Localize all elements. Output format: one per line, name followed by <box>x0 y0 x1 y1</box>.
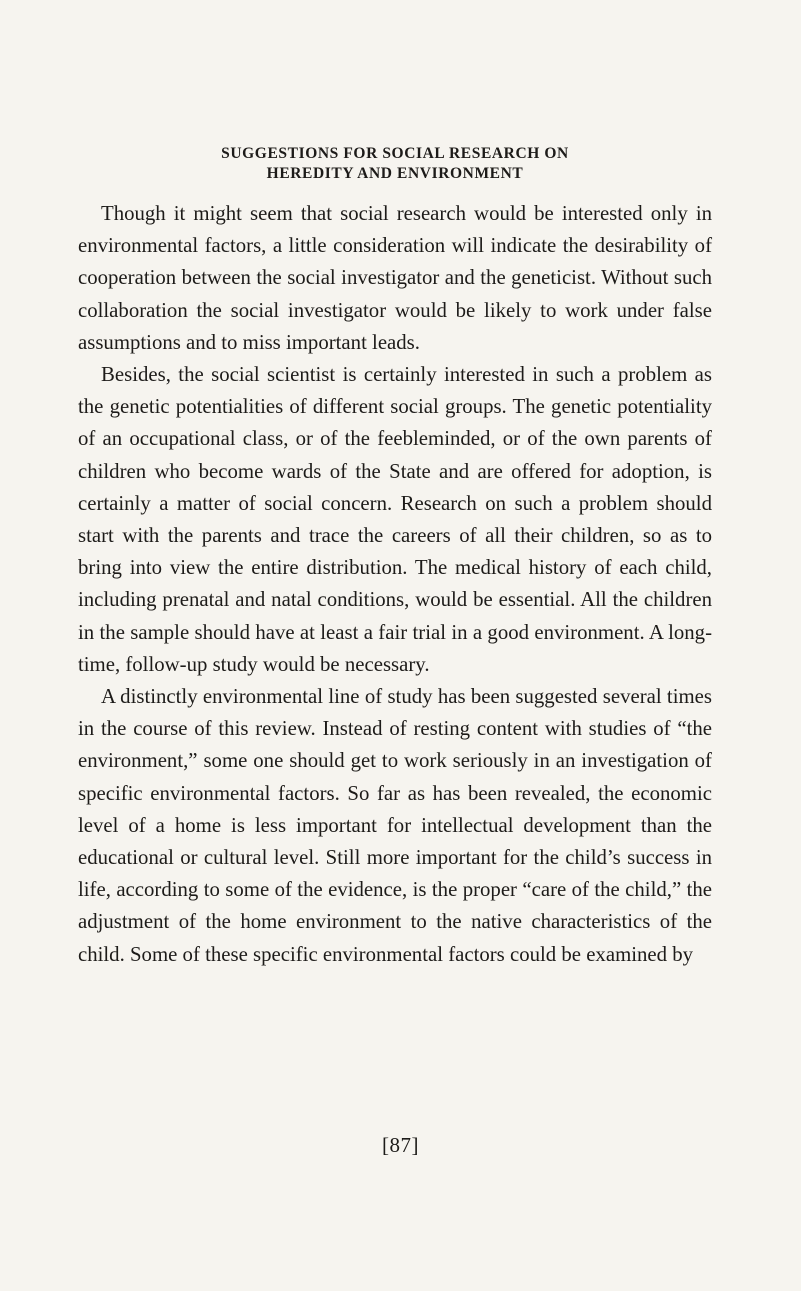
page-number: [87] <box>382 1133 419 1157</box>
paragraph-1: Though it might seem that social research would be interested only in environmental factors, a little consideration will indicate the desirability of cooperation between the social investigator and the geneticist. Without such collaboration the social investigator would be likely to work under false assumptions and to miss important leads. <box>78 202 712 354</box>
page-body <box>78 144 712 971</box>
paragraph-2: Besides, the social scientist is certainly interested in such a problem as the genetic potentialities of different social groups. The genetic potentiality of an occupational class, or of the feebleminded, or of the own parents of children who become wards of the State and are offered for adoption, is certainly a matter of social concern. Research on such a problem should start with the parents and trace the careers of all their children, so as to bring into view the entire distribution. The medical history of each child, including prenatal and natal conditions, would be essential. All the children in the sample should have at least a fair trial in a good environment. A long-time, follow-up study would be necessary. <box>78 363 712 676</box>
paragraph-3: A distinctly environmental line of study has been suggested several times in the course of this review. Instead of resting content with studies of “the environment,” some one should get to work seriously in an investigation of specific environmental factors. So far as has been revealed, the economic level of a home is less important for intellectual development than the educational or cultural level. Still more important for the child’s success in life, according to some of the evidence, is the proper “care of the child,” the adjustment of the home environment to the native characteristics of the child. Some of these specific environmental factors could be examined by <box>78 685 712 966</box>
section-heading-line-2: HEREDITY AND ENVIRONMENT <box>266 165 524 182</box>
section-heading <box>78 144 712 184</box>
section-heading-line-1: SUGGESTIONS FOR SOCIAL RESEARCH ON <box>221 145 569 162</box>
